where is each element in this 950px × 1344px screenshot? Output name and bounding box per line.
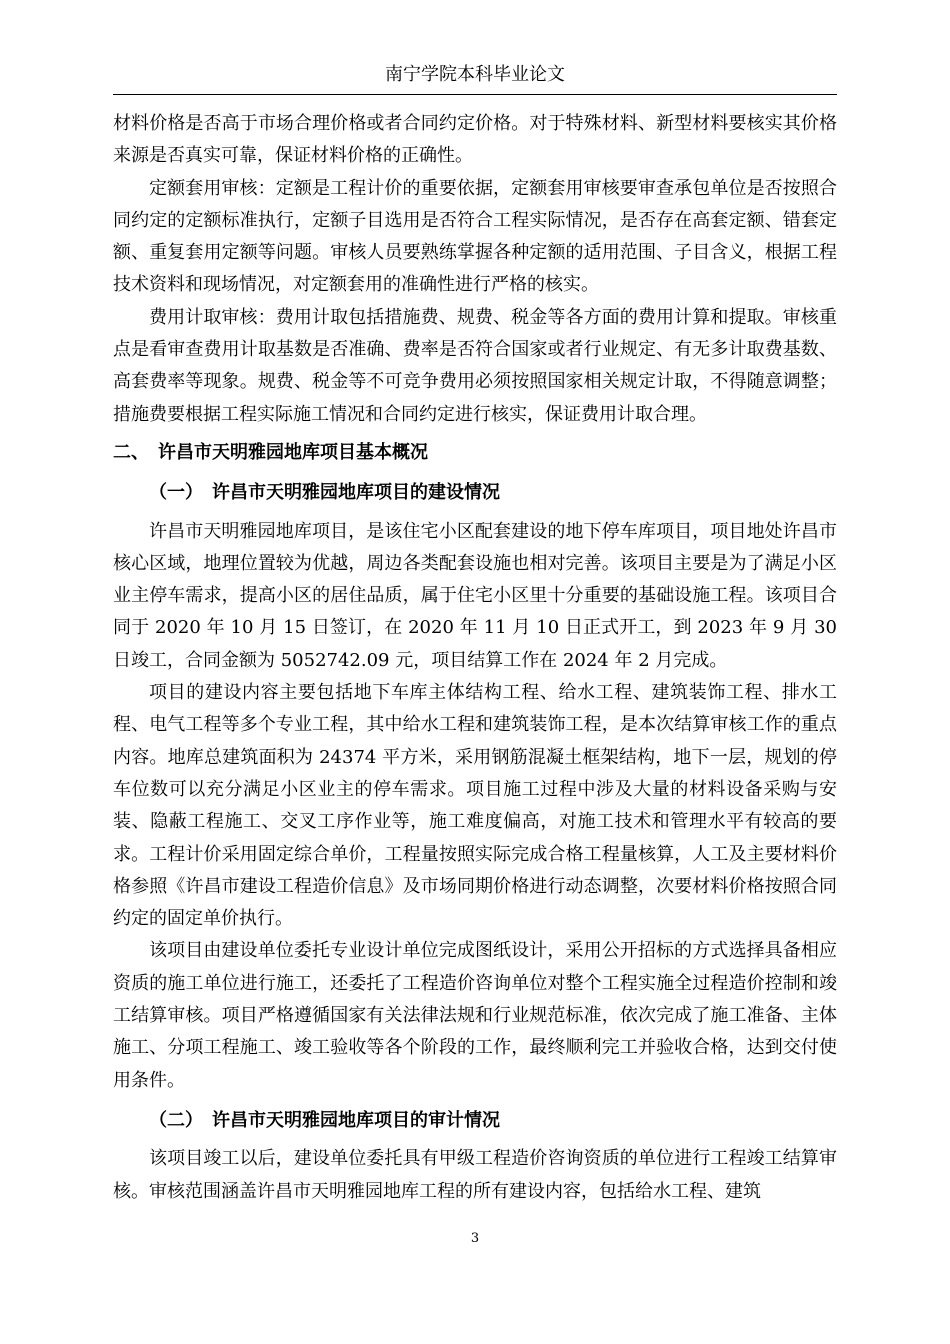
paragraph-material-price: 材料价格是否高于市场合理价格或者合同约定价格。对于特殊材料、新型材料要核实其价格来源是否真实可靠，保证材料价格的正确性。: [113, 113, 837, 167]
paragraph-design-bidding: 该项目由建设单位委托专业设计单位完成图纸设计，采用公开招标的方式选择具备相应资质的施工单位进行施工，还委托了工程造价咨询单位对整个工程实施全过程造价控制和竣工结算审核。项目严格遵循国家有关法律法规和行业规范标准，依次完成了施工准备、主体施工、分项工程施工、竣工验收等各个阶段的工作，最终顺利完工并验收合格，达到交付使用条件。: [113, 940, 837, 1091]
paragraph-project-intro: 许昌市天明雅园地库项目，是该住宅小区配套建设的地下停车库项目，项目地处许昌市核心区域，地理位置较为优越，周边各类配套设施也相对完善。该项目主要是为了满足小区业主停车需求，提高小区的居住品质，属于住宅小区里十分重要的基础设施工程。该项目合同于 2020 年 10 月 15 日签订，在 2020 年 11 月 10 日正式开工，到 2023 年 9 月 30 日竣工，合同金额为 5052742.09 元，项目结算工作在 2024 年 2 月完成。: [113, 520, 837, 671]
header-title: 南宁学院本科毕业论文: [385, 64, 565, 85]
header-divider: [113, 94, 837, 95]
paragraph-quota-review: 定额套用审核：定额是工程计价的重要依据，定额套用审核要审查承包单位是否按照合同约定的定额标准执行，定额子目选用是否符合工程实际情况，是否存在高套定额、错套定额、重复套用定额等问题。审核人员要熟练掌握各种定额的适用范围、子目含义，根据工程技术资料和现场情况，对定额套用的准确性进行严格的核实。: [113, 177, 837, 296]
paragraph-audit-intro: 该项目竣工以后，建设单位委托具有甲级工程造价咨询资质的单位进行工程竣工结算审核。审核范围涵盖许昌市天明雅园地库工程的所有建设内容，包括给水工程、建筑: [113, 1148, 837, 1202]
paragraph-fee-review: 费用计取审核：费用计取包括措施费、规费、税金等各方面的费用计算和提取。审核重点是看审查费用计取基数是否准确、费率是否符合国家或者行业规定、有无多计取费基数、高套费率等现象。规费、税金等不可竞争费用必须按照国家相关规定计取，不得随意调整；措施费要根据工程实际施工情况和合同约定进行核实，保证费用计取合理。: [113, 306, 837, 425]
page-number: 3: [470, 1231, 480, 1246]
section-heading-project-overview: 二、 许昌市天明雅园地库项目基本概况: [113, 441, 428, 463]
page-body: [113, 108, 837, 1208]
subsection-heading-audit: （二） 许昌市天明雅园地库项目的审计情况: [149, 1109, 500, 1131]
paragraph-construction-content: 项目的建设内容主要包括地下车库主体结构工程、给水工程、建筑装饰工程、排水工程、电气工程等多个专业工程，其中给水工程和建筑装饰工程，是本次结算审核工作的重点内容。地库总建筑面积为 24374 平方米，采用钢筋混凝土框架结构，地下一层，规划的停车位数可以充分满足小区业主的停车需求。项目施工过程中涉及大量的材料设备采购与安装、隐蔽工程施工、交叉工序作业等，施工难度偏高，对施工技术和管理水平有较高的要求。工程计价采用固定综合单价，工程量按照实际完成合格工程量核算，人工及主要材料价格参照《许昌市建设工程造价信息》及市场同期价格进行动态调整，次要材料价格按照合同约定的固定单价执行。: [113, 682, 837, 930]
subsection-heading-construction: （一） 许昌市天明雅园地库项目的建设情况: [149, 482, 500, 504]
